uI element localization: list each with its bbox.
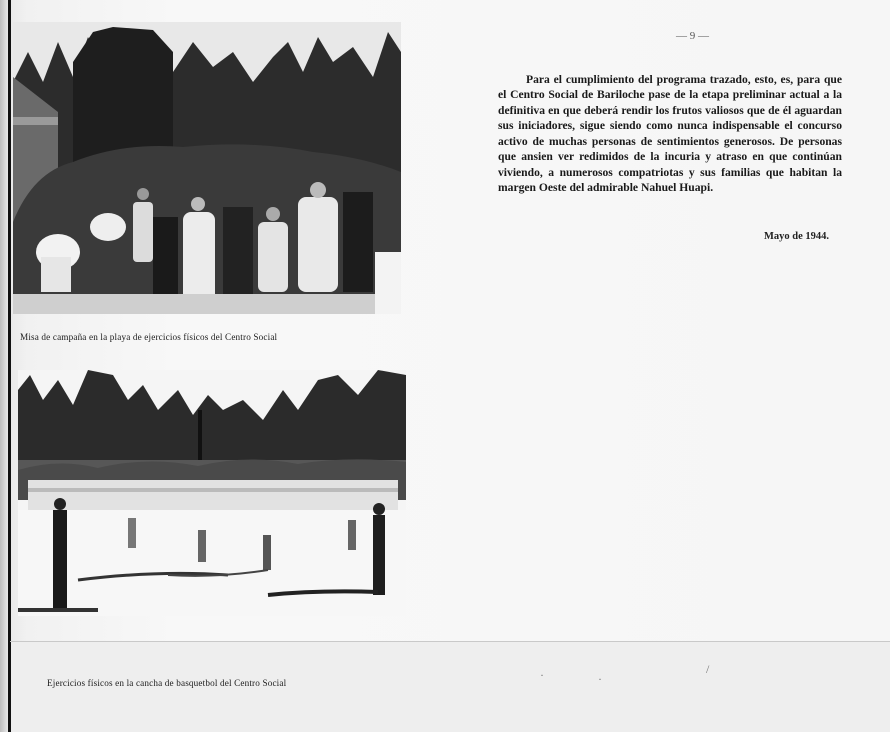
photo-field-mass-caption: Misa de campaña en la playa de ejercicios físicos del Centro Social <box>20 332 278 342</box>
page-number: — 9 — <box>676 30 709 42</box>
photo-exercises-caption: Ejercicios físicos en la cancha de basquetbol del Centro Social <box>47 678 287 688</box>
photo-exercises <box>18 370 406 616</box>
scan-mark: · <box>598 672 602 686</box>
photo-exercises-image <box>18 370 406 616</box>
binding-shadow <box>0 0 8 732</box>
scan-mark: · <box>540 668 544 682</box>
body-paragraph: Para el cumplimiento del programa trazado, esto, es, para que el Centro Social de Bariloche pase de la etapa preliminar actual a la definitiva en que deberá rendir los frutos valiosos que de él aguardan sus iniciadores, sigue siendo como nunca indispensable el concurso activo de muchas personas de sentimientos generosos. De personas que ansien ver redimidos de la incuria y atraso en que continúan viviendo, a numerosos compatriotas y sus familias que habitan la margen Oeste del admirable Nahuel Huapi. <box>498 72 842 195</box>
date-signature: Mayo de 1944. <box>764 231 830 242</box>
page-fold-line <box>10 641 890 642</box>
photo-field-mass-image <box>13 22 401 314</box>
scan-mark: / <box>706 662 710 676</box>
photo-field-mass <box>13 22 401 314</box>
binding-edge <box>8 0 11 732</box>
